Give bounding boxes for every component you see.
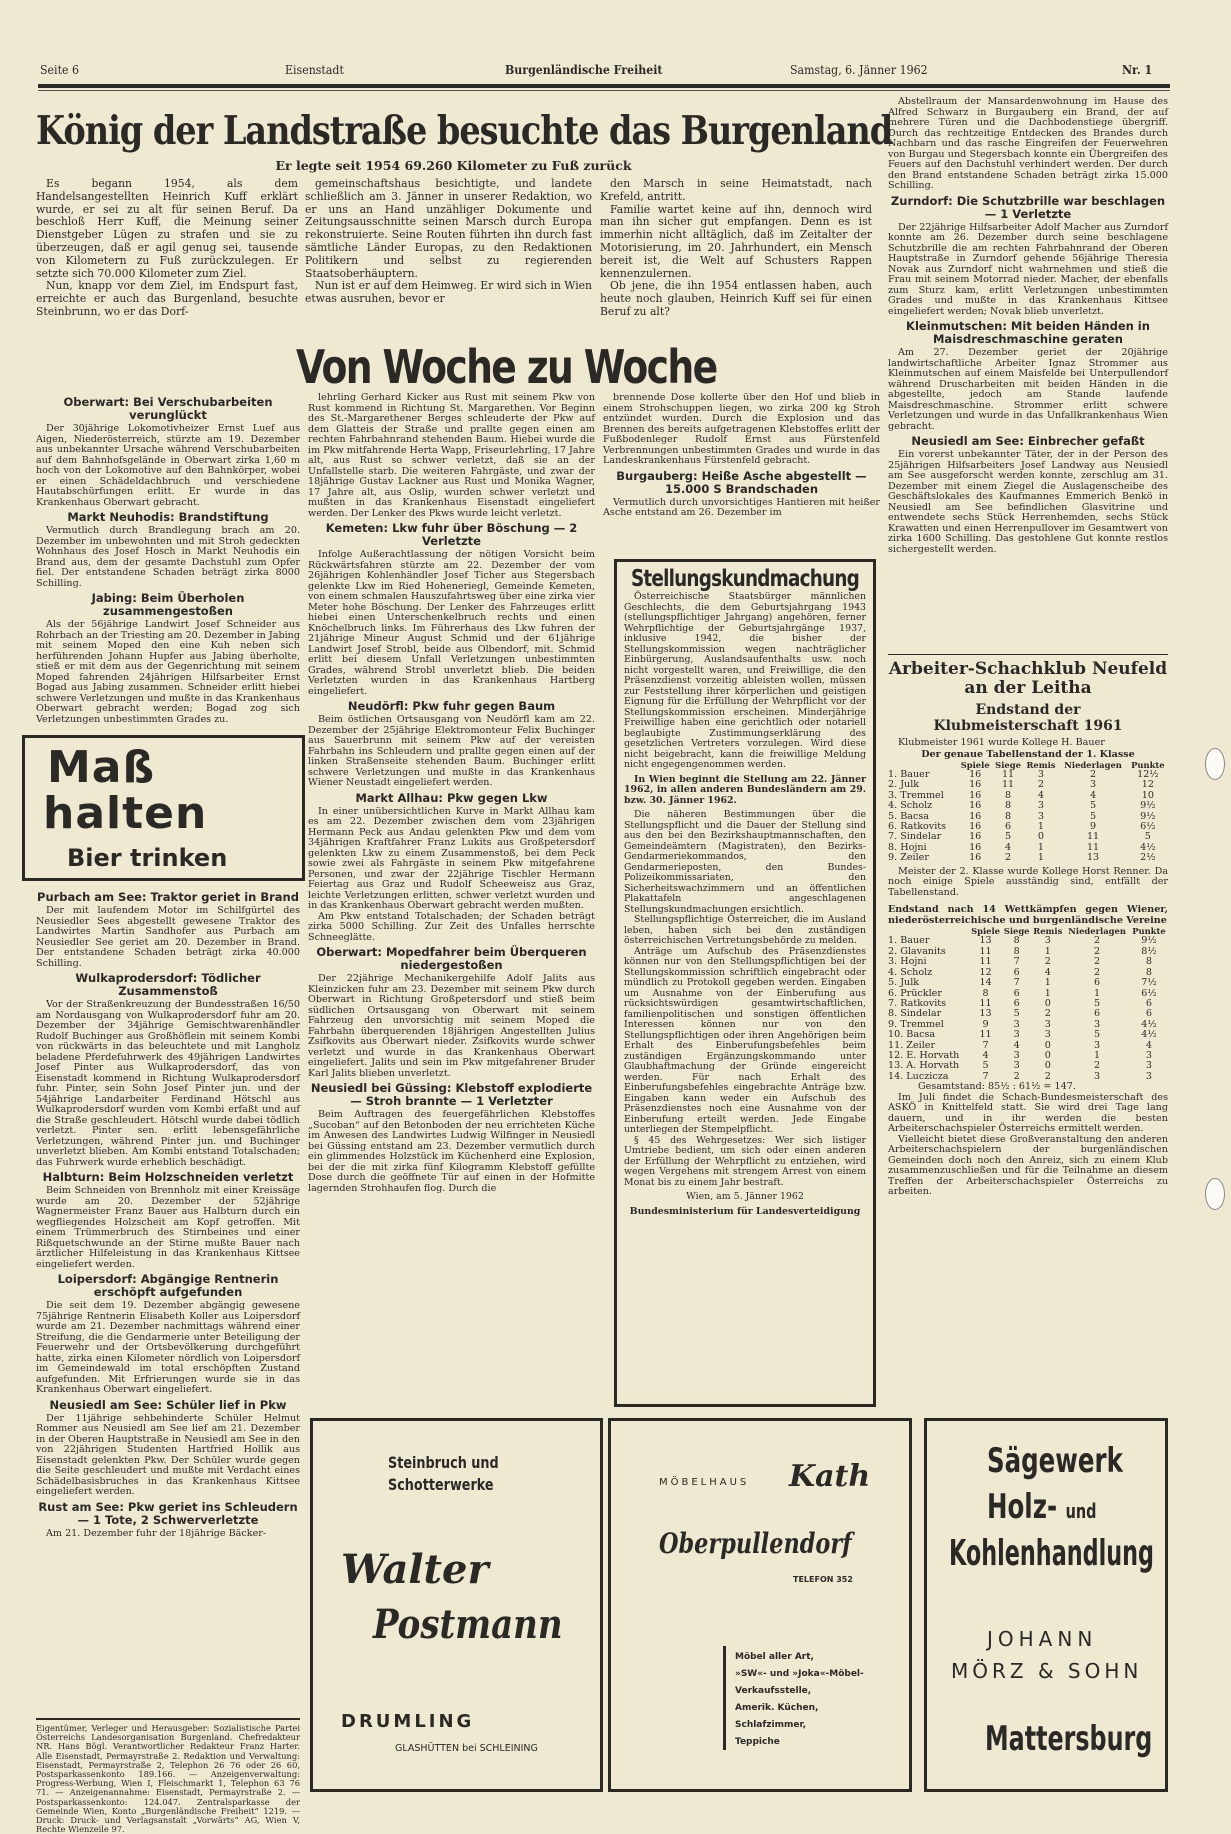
lead-column-1 — [36, 177, 298, 318]
table-cell: 3 — [1094, 1070, 1101, 1082]
table-cell: 5 — [982, 1060, 989, 1072]
player-name: 13. A. Horvath — [888, 1060, 960, 1072]
table-cell: 7 — [982, 1039, 989, 1051]
player-name: 3. Tremmel — [888, 789, 944, 801]
player-name: 7. Sindelar — [888, 831, 942, 843]
punch-hole — [1205, 1178, 1225, 1210]
table-cell: 5 — [1144, 831, 1151, 843]
ad-postmann — [310, 1418, 603, 1792]
ad-kath-phone: TELEFON 352 — [793, 1575, 853, 1584]
table-cell: 3 — [1044, 1018, 1051, 1030]
table-cell: 1 — [1044, 977, 1051, 989]
ad-moerz-sohn — [924, 1418, 1168, 1792]
table-cell: 2 — [1090, 768, 1097, 780]
table-cell: 7 — [982, 1070, 989, 1082]
news-column-1b — [36, 888, 300, 1714]
ad-mass-halten — [22, 735, 305, 881]
article-paragraph: Nun, knapp vor dem Ziel, im Endspurt fast, erreichte er auch das Burgenland, besuchte Steinbrunn, wo er das Dorf- — [36, 279, 298, 318]
table-cell: 13 — [979, 1008, 992, 1020]
ad-moerz-name1: JOHANN — [987, 1627, 1098, 1651]
table-cell: 2 — [1044, 956, 1051, 968]
column-header: Punkte — [1131, 759, 1165, 770]
article-paragraph: Beim Schneiden von Brennholz mit einer Kreissäge wurde am 20. Dezember der 52jährige Wagnermeister Franz Bauer aus Halbturn durch ein wegfliegendes Holzscheit am Kopf getroffen. Mit einem Trümmerbruch des Stirnbeines und einer Rißquetschwunde an der Stirne mußte Bauer nach ärztlicher Hilfeleistung in das Krankenhaus Kittsee eingeliefert werden. — [36, 1185, 300, 1270]
column-header: Punkte — [1132, 926, 1166, 937]
table-cell: 8 — [1004, 810, 1012, 822]
table-cell: 4 — [1145, 1039, 1152, 1051]
player-name: 6. Ratkovits — [888, 820, 947, 832]
table-cell: 1 — [1044, 987, 1051, 999]
player-name: 6. Prückler — [888, 987, 942, 999]
table-cell: 3 — [1044, 935, 1051, 947]
ad-moerz-name2: MÖRZ & SOHN — [951, 1659, 1143, 1683]
table-cell: 3 — [1094, 1039, 1101, 1051]
column-header: Spiele — [971, 926, 1001, 937]
table-cell: 3 — [1013, 1029, 1020, 1041]
table-cell: 7½ — [1141, 977, 1157, 989]
player-name: 2. Julk — [888, 779, 920, 791]
player-name: 5. Bacsa — [888, 810, 929, 822]
article-paragraph: den Marsch in seine Heimatstadt, nach Krefeld, antritt. — [600, 177, 872, 203]
article-headline: Neusiedl bei Güssing: Klebstoff explodierte — Stroh brannte — 1 Verletzter — [310, 1081, 593, 1108]
table-cell: 4 — [1037, 789, 1045, 801]
table-cell: 6½ — [1140, 820, 1156, 832]
ad-kath-label: MÖBELHAUS — [659, 1477, 750, 1488]
chess-table-1 — [888, 760, 1168, 864]
chess-club: Arbeiter-Schachklub Neufeld an der Leitha — [888, 659, 1168, 698]
table-cell: 4½ — [1140, 841, 1156, 853]
table-cell: 5 — [1090, 800, 1097, 812]
article-paragraph: Am 21. Dezember fuhr der 18jährige Bäcker- — [46, 1527, 267, 1539]
table-cell: 3 — [1145, 1060, 1152, 1072]
player-name: 5. Julk — [888, 977, 920, 989]
ad-kath-place: Oberpullendorf — [659, 1527, 852, 1560]
article-headline: Neusiedl am See: Schüler lief in Pkw — [49, 1397, 287, 1412]
article-paragraph: Vermutlich durch Brandlegung brach am 20. Dezember im unbewohnten und mit Stroh gedeckten Wohnhaus des Josef Hosch in Markt Neuhodis ein Brand aus, dem der gesamte Dachstuhl zum Opfer fiel. Der entstandene Schaden beträgt zirka 8000 Schilling. — [36, 525, 300, 589]
table-cell: 2 — [1094, 945, 1101, 957]
table-cell: 11 — [1086, 841, 1100, 853]
player-name: 8. Sindelar — [888, 1008, 942, 1020]
ad-postmann-name1: Walter — [341, 1546, 489, 1593]
table-cell: 8 — [1013, 945, 1020, 957]
article-paragraph: Am 27. Dezember geriet der 20jährige landwirtschaftliche Arbeiter Ignaz Strommer aus Kleinmutschen auf einem Maisfelde bei Unterpullendorf während Druscharbeiten mit beiden Händen in die abgestellte, jedoch am Stande laufende Maisdreschmaschine. Strommer erlitt schwere Verletzungen und wurde in das Unfallkrankenhaus Wien gebracht. — [888, 347, 1168, 432]
article-headline: Rust am See: Pkw geriet ins Schleudern — 1 Tote, 2 Schwerverletzte — [38, 1499, 298, 1527]
table-header-row — [888, 760, 1168, 770]
ad-kath-bar — [723, 1646, 726, 1750]
article-paragraph: Am Pkw entstand Totalschaden; der Schaden beträgt zirka 5000 Schilling. Zur Zeit des Unfalles herrschte Schneeglätte. — [308, 910, 595, 943]
header-rule — [38, 84, 1170, 88]
table-cell: 6 — [1094, 1008, 1101, 1020]
player-name: 1. Bauer — [888, 768, 930, 780]
issue-number: Nr. 1 — [1122, 62, 1153, 77]
player-name: 8. Hojni — [888, 841, 927, 853]
ad-mass-line2: halten — [43, 788, 208, 839]
table-cell: 11 — [1001, 768, 1015, 780]
table-row — [888, 843, 1168, 853]
ad-postmann-line2: Schotterwerke — [388, 1475, 494, 1494]
ad-moerz-holz: Holz- — [987, 1487, 1058, 1527]
table-cell: 12½ — [1137, 768, 1159, 780]
ad-kath-items — [735, 1649, 864, 1751]
table-cell: 13 — [1086, 852, 1100, 864]
table-cell: 2 — [1094, 956, 1101, 968]
table-row — [888, 947, 1168, 957]
table-cell: 9 — [982, 1018, 989, 1030]
article-headline: Loipersdorf: Abgängige Rentnerin erschöpft aufgefunden — [57, 1272, 279, 1299]
stellung-body — [624, 592, 866, 1188]
table-cell: 9½ — [1140, 810, 1156, 822]
table-cell: 5 — [1013, 1008, 1020, 1020]
table-cell: 3 — [1044, 1029, 1051, 1041]
article-headline: Halbturn: Beim Holzschneiden verletzt — [42, 1170, 294, 1184]
table-cell: 12 — [979, 966, 992, 978]
ad-kath-item: Teppiche — [735, 1737, 780, 1747]
article-paragraph: Abstellraum der Mansardenwohnung im Hause des Alfred Schwarz in Burgauberg ein Brand, der auf mehrere Türen und die Dachbodenstiege übergriff. Durch das rechtzeitige Entdecken des Brandes durch Nachbarn und das rasche Eingreifen der Feuerwehren von Burgau und Stegersbach konnte ein Übergreifen des Feuers auf den Dachstuhl verhindert werden. Der durch den Brand entstandene Schaden beträgt zirka 15.000 Schilling. — [888, 96, 1168, 191]
lead-subhead: Er legte seit 1954 69.260 Kilometer zu Fuß zurück — [275, 158, 632, 173]
article-paragraph: In einer unübersichtlichen Kurve in Markt Allhau kam es am 22. Dezember zwischen dem vom 23jährigen Hermann Peck aus Andau gelenkten Pkw und dem vom 34jährigen Kraftfahrer Franz Lukits aus Großpetersdorf gelenkten Lkw zu einem Zusammenstoß, bei dem Peck sowie zwei als Fahrgäste in seinem Pkw mitgefahrene Personen, und zwar der 22jährige Tischler Hermann Feiertag aus Graz und Rudolf Scheeweisz aus Graz, leichte Verletzungen erlitten, schwer verletzt wurden und in das Krankenhaus Oberwart gebracht werden mußten. — [308, 805, 595, 911]
article-paragraph: Ein vorerst unbekannter Täter, der in der Person des 25jährigen Hilfsarbeiters Josef Landway aus Neusiedl am See ausgeforscht werden konnte, zerschlug am 31. Dezember mit einem Ziegel die Auslagenscheibe des Geschäftslokales des Kaufmannes Emmerich Benkö in Neusiedl am See befindlichen Glasvitrine und entwendete sechs Stück Herrenhemden, sechs Stück Krawatten und einen Herrenpullover im Gesamtwert von zirka 1600 Schilling. Das gestohlene Gut konnte restlos sichergestellt werden. — [888, 449, 1168, 555]
table-cell: 8½ — [1141, 945, 1157, 957]
table-cell: 4 — [982, 1049, 989, 1061]
player-name: 12. E. Horvath — [888, 1049, 960, 1061]
lead-headline: König der Landstraße besuchte das Burgenland — [36, 108, 893, 154]
table-cell: 8 — [982, 987, 989, 999]
table-cell: 1 — [1044, 945, 1051, 957]
player-name: 9. Tremmel — [888, 1018, 944, 1030]
player-name: 11. Zeiler — [888, 1039, 936, 1051]
chess-table1-title: Der genaue Tabellenstand der 1. Klasse — [921, 748, 1135, 760]
article-paragraph: Der 11jährige sehbehinderte Schüler Helmut Rommer aus Neusiedl am See lief am 21. Dezember in der Oberen Hauptstraße in Neusiedl am See in den von 22jährigen Studenten Hartfried Hollik aus Eisenstadt gelenkten Pkw. Der Schüler wurde gegen die Seite geschleudert und mußte mit Verdacht eines Schädelbasisbruches in das Krankenhaus Kittsee eingeliefert werden. — [36, 1412, 300, 1497]
table-cell: 5 — [1094, 1029, 1101, 1041]
ad-postmann-line1: Steinbruch und — [388, 1453, 499, 1472]
article-paragraph: Vor der Straßenkreuzung der Bundesstraßen 16/50 am Nordausgang von Wulkaprodersdorf fuhr am 20. Dezember der 34jährige Gemischtwarenhändler Rudolf Buchinger aus Großhöflein mit seinem Kombi von rückwärts in das beleuchtete und mit Langholz beladene Pferdefuhrwerk des 49jährigen Landwirtes Josef Pinter aus Wulkaprodersdorf, das von Eisenstadt kommend in Richtung Wulkaprodersdorf fuhr. Pinter, sein Sohn Josef Pinter jun. und der 54jährige Landarbeiter Ferdinand Hötschl aus Wulkaprodersdorf wurden vom Kombi erfaßt und auf die Straße geschleudert. Hötschl wurde dabei tödlich verletzt. Pinter sen. erlitt lebensgefährliche Verletzungen, während Pinter jun. und Buchinger unverletzt blieben. Am Kombi entstand Totalschaden; das Fuhrwerk wurde erheblich beschädigt. — [36, 999, 300, 1168]
table-cell: 1 — [1094, 987, 1101, 999]
chess-outro-2: Vielleicht bietet diese Großveranstaltung den anderen Arbeiterschachspielern der burgenländischen Gemeinden doch noch den Anreiz, sich zu einem Klub zusammenzuschließen und für die Teilnahme an diesem Treffen der Arbeiterschachspieler Österreichs zu arbeiten. — [888, 1133, 1168, 1198]
ad-postmann-name2: Postmann — [373, 1601, 563, 1648]
section-title: Von Woche zu Woche — [296, 340, 717, 394]
table-cell: 6 — [1004, 820, 1012, 832]
lead-column-2 — [305, 177, 592, 306]
lead-column-3 — [600, 177, 872, 318]
table-cell: 2 — [1044, 1008, 1051, 1020]
impressum-rule — [36, 1718, 300, 1720]
table-cell: 2 — [1094, 935, 1101, 947]
table-cell: 4½ — [1141, 1029, 1157, 1041]
table-cell: 6 — [1013, 997, 1020, 1009]
news-column-3 — [603, 393, 880, 553]
player-name: 14. Luczicza — [888, 1070, 949, 1082]
punch-hole — [1205, 748, 1225, 780]
column-header: Siege — [995, 759, 1021, 770]
table-cell: 1 — [1094, 1049, 1101, 1061]
table-cell: 11 — [1001, 779, 1015, 791]
table-cell: 3 — [1145, 1049, 1152, 1061]
table-cell: 2 — [1013, 1070, 1020, 1082]
header-place: Eisenstadt — [285, 62, 344, 77]
table-cell: 16 — [969, 831, 982, 843]
chess-rule — [888, 654, 1168, 655]
table-cell: 8 — [1004, 789, 1012, 801]
table-cell: 2 — [1004, 852, 1012, 864]
table-row — [888, 853, 1168, 863]
table-cell: 0 — [1044, 1060, 1051, 1072]
table-cell: 4 — [1004, 841, 1012, 853]
chess-section — [888, 660, 1168, 1370]
player-name: 10. Bacsa — [888, 1029, 936, 1041]
ad-kath-item: Verkaufsstelle, — [735, 1686, 812, 1696]
article-paragraph: Anträge um Aufschub des Präsenzdienstes können nur von den Stellungspflichtigen bei der Stellungskommission schriftlich eingebracht oder mündlich zu Protokoll gegeben werden. Eingaben um Ausnahme von der Einberufung aus rücksichtswürdigen gesamtwirtschaftlichen, familienpolitischen und sonstigen öffentlichen Interessen können nur von den Stellungspflichtigen oder ihren Angehörigen beim Erhalt des Einberufungsbefehles beim zuständigen Ergänzungskommando unter Glaubhaftmachung der Gründe eingereicht werden. Für nach Erhalt des Einberufungsbefehles eingebrachte Anträge bzw. Eingaben kann weder ein Aufschub des Präsenzdienstes noch eine Ausnahme von der Einberufung erteilt werden. Jede Eingabe unterliegen der Stempelpflicht. — [624, 945, 866, 1135]
ad-postmann-sub: GLASHÜTTEN bei SCHLEINING — [395, 1743, 538, 1754]
column-header: Remis — [1026, 759, 1056, 770]
ad-kath-item: Amerik. Küchen, — [735, 1703, 819, 1713]
table-cell: 16 — [969, 820, 982, 832]
table-cell: 11 — [1086, 831, 1100, 843]
article-paragraph: Familie wartet keine auf ihn, dennoch wird man ihn sicher gut empfangen. Denn es ist immerhin nicht alltäglich, daß im Zeitalter der Motorisierung, im 20. Jahrhundert, ein Mensch bereit ist, die Welt auf Schusters Rappen kennenzulernen. — [600, 202, 872, 280]
table-cell: 5 — [1004, 831, 1012, 843]
article-headline: Kleinmutschen: Mit beiden Händen in Maisdreschmaschine geraten — [906, 319, 1150, 346]
table-cell: 6 — [1013, 987, 1020, 999]
article-paragraph: Die seit dem 19. Dezember abgängig gewesene 75jährige Rentnerin Elisabeth Koller aus Loipersdorf wurde am 21. Dezember nachmittags während einer Streifung, die die Gendarmerie unter Beteiligung der Feuerwehr und der Ortsbevölkerung durchgeführt hatte, zirka einen Kilometer nördlich von Loipersdorf im Gemeindewald im total erschöpften Zustand aufgefunden. Mit Erfrierungen wurde sie in das Krankenhaus Oberwart eingeliefert. — [36, 1300, 300, 1395]
article-headline: Markt Allhau: Pkw gegen Lkw — [355, 790, 548, 805]
newspaper-name: Burgenländische Freiheit — [505, 62, 663, 77]
column-header: Siege — [1003, 926, 1030, 937]
ad-moebelhaus-kath — [608, 1418, 912, 1792]
table-row — [888, 1030, 1168, 1040]
stellung-title: Stellungskundmachung — [630, 566, 860, 592]
table-cell: 4 — [1090, 789, 1097, 801]
table-cell: 10 — [1141, 789, 1154, 801]
table-cell: 2 — [1094, 966, 1101, 978]
ad-kath-item: »SW«- und »Joka«-Möbel- — [735, 1669, 864, 1679]
table-cell: 2 — [1037, 779, 1045, 791]
article-paragraph: § 45 des Wehrgesetzes: Wer sich listiger Umtriebe bedient, um sich oder einen anderen der Erfüllung der Wehrpflicht zu entziehen, wird wegen Vergehens mit strengem Arrest von einem Monat bis zu einem Jahr bestraft. — [624, 1134, 866, 1188]
table-cell: 16 — [969, 768, 982, 780]
stellung-ministry: Bundesministerium für Landesverteidigung — [629, 1205, 861, 1217]
player-name: 1. Bauer — [888, 935, 930, 947]
table-cell: 5 — [1094, 997, 1101, 1009]
column-header: Niederlagen — [1064, 759, 1122, 770]
table-cell: 0 — [1044, 1039, 1051, 1051]
chess-outro-1: Im Juli findet die Schach-Bundesmeisterschaft des ASKÖ in Knittelfeld statt. Sie wird drei Tage lang dauern, und in ihr werden die besten Arbeiterschachspieler Österreichs ermittelt werden. — [888, 1091, 1168, 1135]
article-headline: Oberwart: Bei Verschubarbeiten verunglückt — [63, 395, 273, 422]
article-paragraph: lehrling Gerhard Kicker aus Rust mit seinem Pkw von Rust kommend in Richtung St. Margarethen. Vor Beginn des St.-Margarethener Berges schleuderte der Pkw auf dem Glatteis der Straße und prallte gegen einen am rechten Fahrbahnrand stehenden Baum. Hiebei wurde die im Pkw mitfahrende Herta Wapp, Friseurlehrling, 17 Jahre alt, aus Rust so schwer verletzt, daß sie an der Unfallstelle starb. Die weiteren Fahrgäste, und zwar der 18jährige Gustav Lackner aus Rust und Monika Wagner, 17 Jahre alt, aus Oslip, wurden schwer verletzt und mußten in das Krankenhaus Eisenstadt eingeliefert werden. Der Lenker des Pkws wurde leicht verletzt. — [308, 392, 595, 519]
stellung-date: Wien, am 5. Jänner 1962 — [686, 1191, 804, 1202]
player-name: 4. Scholz — [888, 966, 933, 978]
table-cell: 16 — [969, 852, 982, 864]
right-column-news — [888, 97, 1168, 652]
article-headline: Oberwart: Mopedfahrer beim Überqueren niedergestoßen — [316, 945, 587, 972]
article-headline: Neusiedl am See: Einbrecher gefaßt — [911, 434, 1145, 448]
table-cell: 6 — [1145, 1008, 1152, 1020]
table-header-row — [888, 926, 1168, 936]
column-header: Spiele — [960, 759, 990, 770]
article-paragraph: Nun ist er auf dem Heimweg. Er wird sich in Wien etwas ausruhen, bevor er — [305, 279, 592, 306]
article-paragraph: Vermutlich durch unvorsichtiges Hantieren mit heißer Asche entstand am 26. Dezember im — [603, 496, 880, 518]
table-cell: 9½ — [1141, 935, 1157, 947]
article-headline: Wulkaprodersdorf: Tödlicher Zusammenstoß — [75, 971, 261, 998]
stellungskundmachung-box — [614, 559, 876, 1407]
article-paragraph: Der 22jährige Mechanikergehilfe Adolf Jalits aus Kleinzicken fuhr am 23. Dezember mit seinem Pkw durch Oberwart in Richtung Großpetersdorf und stieß beim südlichen Ortsausgang von Oberwart mit seinem Fahrzeug den unvorsichtig mit seinem Moped die Fahrbahn überquerenden 18jährigen Angestellten Julius Zsifkovits aus Oberwart nieder. Zsifkovits wurde schwer verletzt und wurde in das Krankenhaus Oberwart eingeliefert. Jalits und sein im Pkw mitgefahrener Bruder Karl Jalits blieben unverletzt. — [308, 973, 595, 1079]
table-cell: 6 — [1094, 977, 1101, 989]
table-cell: 6½ — [1141, 987, 1157, 999]
table-cell: 0 — [1044, 997, 1051, 1009]
table-cell: 9½ — [1140, 800, 1156, 812]
table-cell: 12 — [1141, 779, 1154, 791]
chess-champion: Klubmeister 1961 wurde Kollege H. Bauer — [898, 737, 1105, 748]
article-headline: Zurndorf: Die Schutzbrille war beschlagen — 1 Verletzte — [890, 193, 1166, 221]
player-name: 4. Scholz — [888, 800, 933, 812]
table-cell: 16 — [969, 800, 982, 812]
chess-table2-title: Endstand nach 14 Wettkämpfen gegen Wiener, niederösterreichische und burgenländische Vereine — [888, 904, 1168, 927]
table-cell: 2 — [1094, 1060, 1101, 1072]
table-cell: 4 — [1044, 966, 1051, 978]
article-paragraph: Infolge Außerachtlassung der nötigen Vorsicht beim Rückwärtsfahren stürzte am 22. Dezember der vom 26jährigen Kohlenhändler Josef Ticher aus Stegersbach gelenkte Lkw im Ried Hoheneriegl, Gemeinde Kemeten, von einem schmalen Hauszufahrtsweg über eine zirka vier Meter hohe Böschung. Der Lenker des Fahrzeuges erlitt hiebei einen Unterschenkelbruch rechts und einen Knöchelbruch links. Im Führerhaus des Lkw fuhren der 21jährige Mineur August Schmid und der 61jährige Landwirt Josef Strobl, beide aus Olbendorf, mit. Schmid erlitt bei diesem Unfall Verletzungen unbestimmten Grades, während Strobl unverletzt blieb. Die beiden Verletzten wurden in das Krankenhaus Hartberg eingeliefert. — [308, 549, 595, 697]
table-cell: 6 — [1145, 997, 1152, 1009]
article-paragraph: Beim östlichen Ortsausgang von Neudörfl kam am 22. Dezember der 25jährige Elektromonteur Felix Buchinger aus Sauerbrunn mit seinem Pkw auf der vereisten Fahrbahn ins Schleudern und prallte gegen einen auf der linken Straßenseite stehenden Baum. Buchinger erlitt schwere Verletzungen und mußte in das Krankenhaus Wiener Neustadt eingeliefert werden. — [308, 714, 595, 788]
table-cell: 0 — [1044, 1049, 1051, 1061]
table-cell: 9 — [1090, 820, 1097, 832]
article-paragraph: Der mit laufendem Motor im Schilfgürtel des Neusiedler Sees abgestellt gewesene Traktor des Landwirtes Martin Sandhofer aus Purbach am Neusiedler See geriet am 20. Dezember in Brand. Der entstandene Schaden beträgt zirka 40.000 Schilling. — [36, 905, 300, 969]
table-cell: 4½ — [1141, 1018, 1157, 1030]
table-cell: 3 — [1037, 800, 1045, 812]
column-header: Niederlagen — [1068, 926, 1126, 937]
article-headline: Burgauberg: Heiße Asche abgestellt — 15.000 S Brandschaden — [616, 468, 867, 496]
ad-moerz-line2 — [987, 1487, 1096, 1527]
player-name: 9. Zeiler — [888, 852, 929, 864]
table-cell: 4 — [1013, 1039, 1020, 1051]
player-name: 7. Ratkovits — [888, 997, 947, 1009]
table-cell: 11 — [979, 945, 992, 957]
article-paragraph: Als der 56jährige Landwirt Josef Schneider aus Rohrbach an der Triesting am 20. Dezember in Jabing mit seinem Moped den eine Kuh neben sich herführenden Johann Hupfer aus Jabing überholte, stieß er mit dem aus der Gegenrichtung mit seinem Moped fahrenden 24jährigen Hilfsarbeiter Ernst Bogad aus Jabing zusammen. Schneider erlitt hiebei schwere Verletzungen und mußte in das Krankenhaus Oberwart gebracht werden; Bogad zog sich Verletzungen unbestimmten Grades zu. — [36, 619, 300, 725]
article-paragraph: Es begann 1954, als dem Handelsangestellten Heinrich Kuff erklärt wurde, er sei zu alt für seinen Beruf. Da beschloß Herr Kuff, die Meinung seiner Dienstgeber Lügen zu strafen und sie zu überzeugen, daß er agil genug sei, tausende von Kilometern zu Fuß zurückzulegen. Er setzte sich 70.000 Kilometer zum Ziel. — [36, 177, 298, 280]
table-cell: 7 — [1013, 977, 1020, 989]
table-cell: 5 — [1090, 810, 1097, 822]
table-cell: 8 — [1145, 956, 1152, 968]
table-cell: 3 — [1037, 768, 1045, 780]
ad-moerz-place: Mattersburg — [985, 1719, 1153, 1759]
ad-kath-item: Möbel aller Art, — [735, 1652, 814, 1662]
article-paragraph: Der 30jährige Lokomotivheizer Ernst Luef aus Aigen, Niederösterreich, stürzte am 19. Dezember aus unbekannter Ursache während Verschubarbeiten auf dem Bahnhofsgelände in Oberwart zirka 1,60 m hoch von der Lokomotive auf den Bahnkörper, wobei er einen Schädeldachbruch und verschiedene Hautabschürfungen erlitt. Er wurde in das Krankenhaus Oberwart gebracht. — [36, 423, 300, 508]
table-cell: 3 — [1145, 1070, 1152, 1082]
article-paragraph: Die näheren Bestimmungen über die Stellungspflicht und die Dauer der Stellung sind aus den bei den Bezirkshauptmannschaften, den Gemeindeämtern (Magistraten), den Bezirks-Gendarmeriekommandos, den Gendarmerieposten, den Bundes-Polizeikommissariaten, den Sicherheitswachzimmern und an öffentlichen Plakattafeln angeschlagenen Stellungskundmachungen ersichtlich. — [624, 809, 866, 915]
table-cell: 1 — [1037, 852, 1045, 864]
chess-note: Meister der 2. Klasse wurde Kollege Horst Renner. Da noch einige Spiele ausständig sind, entfällt der Tabellenstand. — [888, 865, 1168, 898]
table-cell: 11 — [979, 997, 992, 1009]
article-paragraph: gemeinschaftshaus besichtigte, und landete schließlich am 3. Jänner in unserer Redaktion, wo er uns an Hand unzähliger Dokumente und Zeitungsausschnitte seinen Marsch durch Europa rekonstruierte. Seine Routen führten ihn durch fast sämtliche Länder Europas, zu den Redaktionen Politikern und selbst zu regierenden Staatsoberhäuptern. — [305, 177, 592, 280]
article-paragraph: Stellungspflichtige Österreicher, die im Ausland leben, haben sich bei den zuständigen österreichischen Vertretungsbehörde zu melden. — [624, 914, 866, 946]
ad-moerz-line1: Sägewerk — [987, 1441, 1123, 1481]
table-cell: 1 — [1037, 820, 1045, 832]
article-paragraph: Österreichische Staatsbürger männlichen Geschlechts, die dem Geburtsjahrgang 1943 (stellungspflichtiger Jahrgang) angehören, ferner Wehrpflichtige der Geburtsjahrgänge 1937, inklusive 1942, die bisher der Stellungskommission wegen nachträglicher Einbürgerung, Auslandsaufenthalts usw. noch nicht vorgestellt waren, und Freiwillige, die den Präsenzdienst vorzeitig ableisten wollen, müssen zur Feststellung ihrer körperlichen und geistigen Eignung für die Erfüllung der Wehrpflicht vor der Stellungskommission erscheinen. Minderjährige Freiwillige haben eine gerichtlich oder notariell beglaubigte Zustimmungserklärung des gesetzlichen Vertreters vorzulegen. Wird diese nicht beigebracht, kann die freiwillige Meldung nicht engegengenommen werden. — [624, 591, 866, 770]
article-headline: Neudörfl: Pkw fuhr gegen Baum — [347, 699, 556, 713]
table-cell: 3 — [1013, 1018, 1020, 1030]
article-paragraph: Der 22jährige Hilfsarbeiter Adolf Macher aus Zurndorf konnte am 26. Dezember durch seine beschlagene Schutzbrille die am rechten Fahrbahnrand der Oberen Hauptstraße in Zurndorf gehende 56jährige Theresia Novak aus Zurndorf nicht wahrnehmen und stieß die Frau mit seinem Motorrad nieder. Macher, der ebenfalls zum Sturz kam, erlitt Verletzungen unbestimmten Grades und mußte in das Krankenhaus Kittsee eingeliefert werden; Novak blieb unverletzt. — [888, 221, 1168, 317]
table-cell: 3 — [1094, 1018, 1101, 1030]
ad-kath-item: Schlafzimmer, — [735, 1720, 807, 1730]
table-cell: 6 — [1013, 966, 1020, 978]
article-headline: Kemeten: Lkw fuhr über Böschung — 2 Verletzte — [325, 521, 578, 548]
ad-moerz-line3: Kohlenhandlung — [949, 1533, 1155, 1574]
article-headline: Jabing: Beim Überholen zusammengestoßen — [91, 591, 245, 618]
table-cell: 2 — [1044, 1070, 1051, 1082]
table-cell: 11 — [979, 1029, 992, 1041]
player-name: 2. Glavanits — [888, 945, 946, 957]
chess-title: Endstand der Klubmeisterschaft 1961 — [933, 702, 1123, 734]
news-column-1a — [36, 393, 300, 731]
table-cell: 0 — [1037, 831, 1045, 843]
ad-mass-line1: Maß — [47, 742, 156, 793]
article-paragraph-bold: In Wien beginnt die Stellung am 22. Jänner 1962, in allen anderen Bundesländern am 29. bzw. 30. Jänner 1962. — [624, 773, 866, 806]
article-headline: Purbach am See: Traktor geriet in Brand — [37, 890, 299, 904]
table-cell: 16 — [969, 789, 982, 801]
table-cell: 14 — [979, 977, 992, 989]
chess-total: Gesamtstand: 85½ : 61½ = 147. — [918, 1081, 1076, 1093]
ad-postmann-place: DRUMLING — [341, 1711, 475, 1732]
table-cell: 1 — [1037, 841, 1045, 853]
table-cell: 16 — [969, 779, 982, 791]
ad-mass-line3: Bier trinken — [67, 844, 228, 872]
page-number: Seite 6 — [40, 62, 79, 77]
ad-kath-name: Kath — [789, 1459, 871, 1494]
table-row — [888, 770, 1168, 780]
table-cell: 13 — [979, 935, 992, 947]
table-cell: 2½ — [1140, 852, 1156, 864]
table-cell: 3 — [1090, 779, 1097, 791]
table-cell: 3 — [1013, 1060, 1020, 1072]
impressum: Eigentümer, Verleger und Herausgeber: Sozialistische Partei Österreichs Landesorganisation Burgenland. Chefredakteur NR. Hans Bögl. Verantwortlicher Redakteur Franz Harter. Alle Eisenstadt, Permayrstraße 2. Redaktion und Verwaltung: Eisenstadt, Permayrstraße 2, Telephon 26 76 oder 26 60, Postsparkassenkonto 189.166. — Anzeigenverwaltung: Progress-Werbung, Wien I, Fleischmarkt 1, Telephon 63 76 71. — Anzeigenannahme: Eisenstadt, Permayrstraße 2. — Postsparkassenkonto: 124.047. Zentralsparkasse der Gemeinde Wien, Konto „Burgenländische Freiheit“ 1219. — Druck: Druck- und Verlagsanstalt „Vorwärts“ AG, Wien V, Rechte Wienzeile 97. — [36, 1723, 300, 1834]
column-header: Remis — [1033, 926, 1063, 937]
header-rule-thin — [38, 90, 1170, 91]
table-cell: 16 — [969, 841, 982, 853]
article-headline: Markt Neuhodis: Brandstiftung — [67, 510, 269, 524]
table-cell: 7 — [1013, 956, 1020, 968]
table-cell: 11 — [979, 956, 992, 968]
table-cell: 8 — [1004, 800, 1012, 812]
table-row — [888, 978, 1168, 988]
table-row — [888, 968, 1168, 978]
ad-moerz-und: und — [1065, 1499, 1097, 1523]
table-cell: 16 — [969, 810, 982, 822]
chess-table-2 — [888, 926, 1168, 1082]
article-paragraph: Beim Auftragen des feuergefährlichen Klebstoffes „Sucoban“ auf den Betonboden der neu errichteten Küche im Anwesen des Landwirtes Ludwig Wilfinger in Neusiedl bei Güssing entstand am 23. Dezember vermutlich durch ein glimmendes Holzstück im Küchenherd eine Explosion, bei der die mit zirka fünf Kilogramm Klebstoff gefüllte Dose durch die geöffnete Tür auf einen in der Hofmitte lagernden Strohhaufen flog. Durch die — [308, 1109, 595, 1194]
table-row — [888, 801, 1168, 811]
issue-date: Samstag, 6. Jänner 1962 — [790, 62, 928, 77]
table-cell: 3 — [1013, 1049, 1020, 1061]
table-cell: 8 — [1145, 966, 1152, 978]
table-cell: 3 — [1037, 810, 1045, 822]
player-name: 3. Hojni — [888, 956, 927, 968]
news-column-2 — [308, 393, 595, 1405]
article-paragraph: Ob jene, die ihn 1954 entlassen haben, auch heute noch glauben, Heinrich Kuff sei für einen Beruf zu alt? — [600, 279, 872, 318]
table-row — [888, 832, 1168, 842]
table-cell: 8 — [1013, 935, 1020, 947]
article-paragraph: brennende Dose kollerte über den Hof und blieb in einem Strohschuppen liegen, wo zirka 200 kg Stroh entzündet wurden. Durch die Explosion und das Brennen des bereits aufgetragenen Klebstoffes erlitt der Fußbodenleger Rudolf Ernst aus Fürstenfeld Verbrennungen unbestimmten Grades und wurde in das Landeskrankenhaus Fürstenfeld gebracht. — [603, 392, 880, 466]
